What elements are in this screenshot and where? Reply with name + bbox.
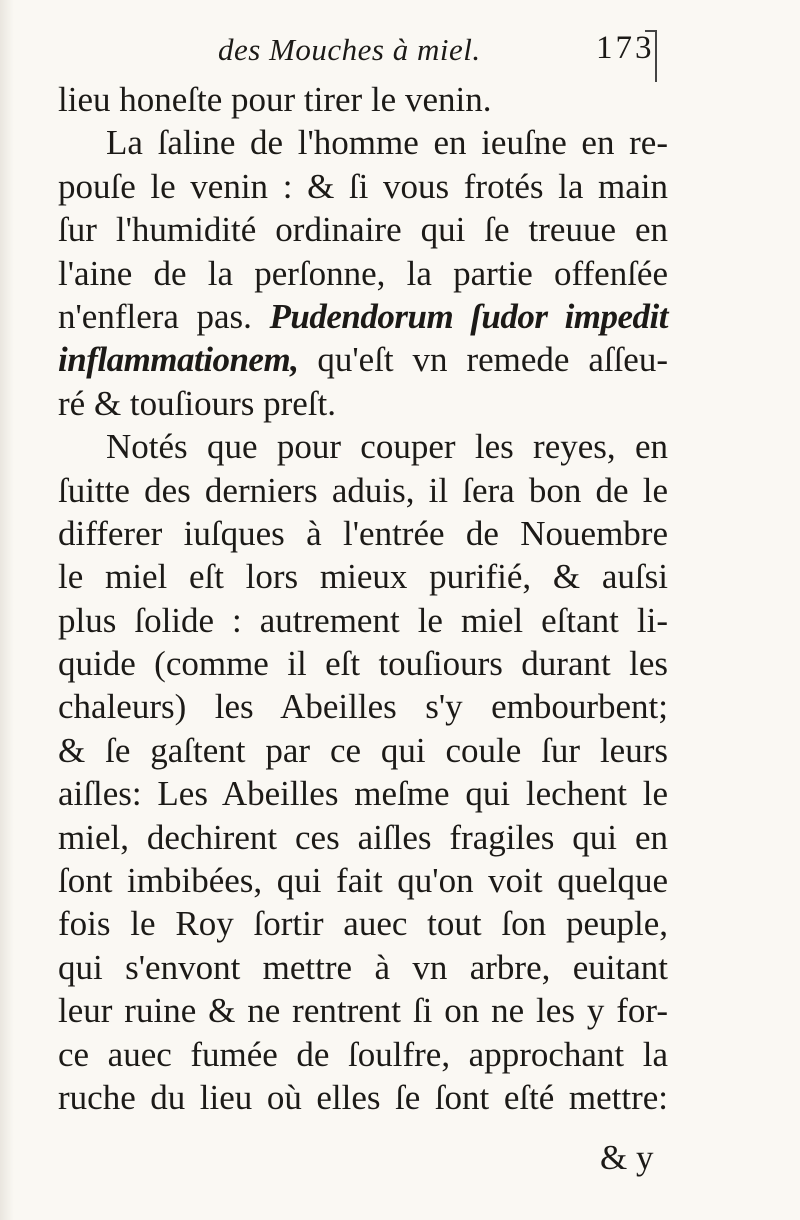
text-line: plus ſolide : autrement le miel eſtant li-	[58, 600, 668, 640]
text-line: ſont imbibées, qui fait qu'on voit quelque	[58, 861, 668, 901]
page-gutter	[0, 0, 14, 1220]
catchword: & y	[600, 1138, 654, 1177]
text-line: quide (comme il eſt touſiours durant les	[58, 644, 668, 684]
latin-quote: inflammationem,	[58, 340, 299, 380]
text-line: Notés que pour couper les reyes, en	[106, 427, 668, 467]
body-text	[58, 78, 668, 1119]
folio-bracket	[645, 30, 657, 82]
text-line: differer iuſques à l'entrée de Nouembre	[58, 513, 668, 553]
text-line: ſuitte des derniers aduis, il ſera bon de le	[58, 470, 668, 510]
text-line: pouſe le venin : & ſi vous frotés la main	[58, 166, 668, 206]
page-number: 173	[596, 30, 655, 66]
text-line: l'aine de la perſonne, la partie offenſée	[58, 253, 668, 293]
text-line: lieu honeſte pour tirer le venin.	[58, 80, 492, 119]
latin-quote: Pudendorum ſudor impedit	[269, 296, 668, 336]
text-fragment: qu'eſt vn remede aſſeu-	[317, 340, 668, 380]
text-line: ſur l'humidité ordinaire qui ſe treuue en	[58, 210, 668, 250]
text-line: le miel eſt lors mieux purifié, & auſsi	[58, 557, 668, 597]
text-line: & ſe gaſtent par ce qui coule ſur leurs	[58, 730, 668, 770]
text-line: ruche du lieu où elles ſe ſont eſté mettre:	[58, 1077, 668, 1117]
text-line: aiſles: Les Abeilles meſme qui lechent le	[58, 774, 668, 814]
text-line: La ſaline de l'homme en ieuſne en re-	[106, 123, 668, 163]
text-fragment: n'enflera pas.	[58, 296, 252, 336]
text-line: leur ruine & ne rentrent ſi on ne les y for-	[58, 991, 668, 1031]
running-head: des Mouches à miel.	[218, 32, 481, 67]
text-line: fois le Roy ſortir auec tout ſon peuple,	[58, 904, 668, 944]
text-line: miel, dechirent ces aiſles fragiles qui en	[58, 817, 668, 857]
text-line: ré & touſiours preſt.	[58, 383, 337, 423]
text-line: chaleurs) les Abeilles s'y embourbent;	[58, 687, 668, 727]
text-line	[58, 338, 668, 381]
text-line	[58, 295, 668, 338]
text-line: ce auec fumée de ſoulfre, approchant la	[58, 1034, 668, 1074]
text-line: qui s'envont mettre à vn arbre, euitant	[58, 947, 668, 987]
page-header	[0, 18, 800, 78]
